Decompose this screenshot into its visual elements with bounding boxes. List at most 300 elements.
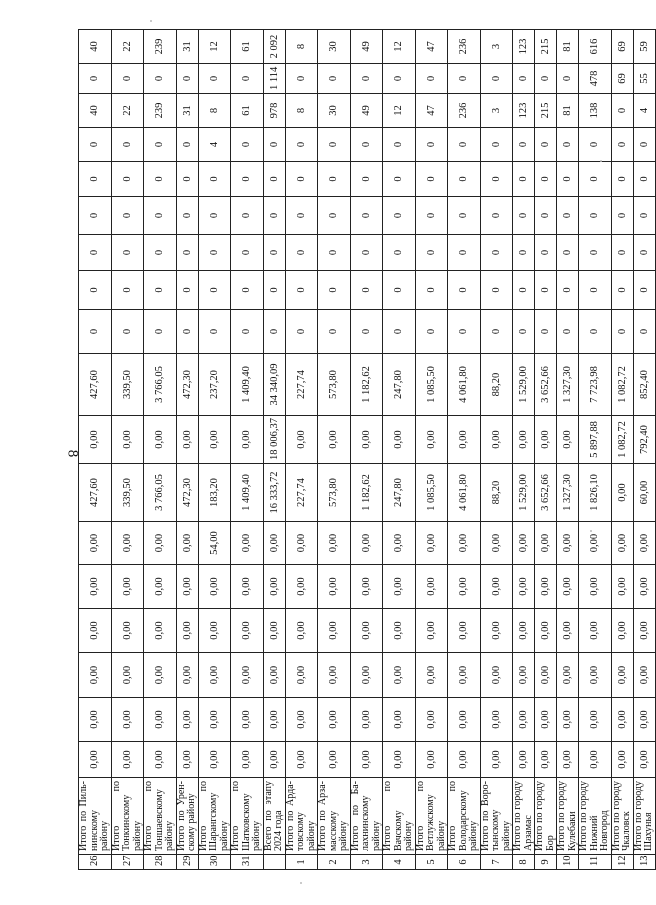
row-name-cell: Итого по Балахнинскому району (350, 778, 383, 855)
value-cell: 0 (285, 128, 318, 162)
value-cell: 0,00 (79, 653, 112, 698)
value-cell: 0,00 (383, 698, 416, 742)
value-cell: 0,00 (448, 565, 481, 609)
value-cell: 1 409,40 (231, 354, 264, 416)
value-cell: 0 (633, 128, 655, 162)
value-cell: 0,00 (198, 653, 231, 698)
table-row (383, 30, 416, 870)
value-cell: 0 (557, 235, 579, 271)
value-cell: 0 (415, 271, 448, 310)
value-cell: 54,00 (198, 522, 231, 565)
row-name-cell: Итого по Шатковскому району (231, 778, 264, 855)
value-cell: 0 (144, 128, 177, 162)
value-cell: 0 (176, 271, 198, 310)
value-cell: 0 (535, 128, 557, 162)
value-cell: 0,00 (557, 416, 579, 464)
value-cell: 0 (579, 310, 612, 354)
table-row (350, 30, 383, 870)
value-cell: 0,00 (285, 416, 318, 464)
value-cell: 0,00 (318, 742, 351, 778)
value-cell: 0,00 (198, 742, 231, 778)
value-cell: 0,00 (513, 416, 535, 464)
value-cell: 0 (79, 271, 112, 310)
value-cell: 0 (448, 310, 481, 354)
row-number-cell: 5 (415, 855, 448, 870)
value-cell: 31 (176, 94, 198, 128)
value-cell: 0 (557, 64, 579, 94)
value-cell: 3 (480, 94, 513, 128)
value-cell: 0,00 (231, 742, 264, 778)
value-cell: 0 (111, 64, 144, 94)
value-cell: 0 (79, 310, 112, 354)
value-cell: 0 (176, 64, 198, 94)
value-cell: 0,00 (448, 522, 481, 565)
value-cell: 0 (144, 162, 177, 197)
value-cell: 339,50 (111, 354, 144, 416)
value-cell: 0 (285, 197, 318, 235)
value-cell: 0,00 (415, 698, 448, 742)
value-cell: 0,00 (611, 522, 633, 565)
value-cell: 239 (144, 30, 177, 64)
value-cell: 0,00 (111, 565, 144, 609)
value-cell: 0,00 (285, 522, 318, 565)
value-cell: 5 897,88 (579, 416, 612, 464)
table-row (285, 30, 318, 870)
value-cell: 0,00 (198, 416, 231, 464)
value-cell: 0,00 (611, 565, 633, 609)
value-cell: 616 (579, 30, 612, 64)
value-cell: 0,00 (579, 565, 612, 609)
value-cell: 0,00 (318, 653, 351, 698)
row-name-cell: Итого по Ветлужскому району (415, 778, 448, 855)
value-cell: 0 (633, 162, 655, 197)
value-cell: 0,00 (383, 522, 416, 565)
value-cell: 0 (318, 64, 351, 94)
value-cell: 0 (263, 197, 285, 235)
value-cell: 12 (383, 30, 416, 64)
value-cell: 61 (231, 94, 264, 128)
value-cell: 0,00 (144, 565, 177, 609)
row-number-cell: 13 (633, 855, 655, 870)
value-cell: 0,00 (176, 698, 198, 742)
value-cell: 0 (513, 64, 535, 94)
table-row (111, 30, 144, 870)
value-cell: 0 (198, 310, 231, 354)
value-cell: 978 (263, 94, 285, 128)
value-cell: 0,00 (231, 565, 264, 609)
table-row (318, 30, 351, 870)
value-cell: 0 (611, 235, 633, 271)
table-row (480, 30, 513, 870)
value-cell: 0 (231, 64, 264, 94)
value-cell: 81 (557, 94, 579, 128)
value-cell: 0,00 (198, 565, 231, 609)
row-number-cell: 29 (176, 855, 198, 870)
value-cell: 0 (557, 128, 579, 162)
value-cell: 0 (415, 64, 448, 94)
value-cell: 0 (535, 197, 557, 235)
value-cell: 0,00 (611, 653, 633, 698)
value-cell: 0 (318, 235, 351, 271)
value-cell: 0 (79, 64, 112, 94)
value-cell: 237,20 (198, 354, 231, 416)
value-cell: 0,00 (144, 416, 177, 464)
table-wrapper (78, 34, 654, 870)
value-cell: 1 182,62 (350, 464, 383, 522)
value-cell: 0 (383, 271, 416, 310)
value-cell: 0,00 (144, 522, 177, 565)
table-row (633, 30, 655, 870)
value-cell: 0 (535, 162, 557, 197)
value-cell: 0 (579, 128, 612, 162)
value-cell: 0 (198, 197, 231, 235)
value-cell: 88,20 (480, 464, 513, 522)
value-cell: 0,00 (79, 609, 112, 653)
value-cell: 427,60 (79, 464, 112, 522)
value-cell: 0 (263, 128, 285, 162)
value-cell: 0,00 (633, 565, 655, 609)
value-cell: 4 (633, 94, 655, 128)
value-cell: 0 (448, 271, 481, 310)
value-cell: 0,00 (285, 609, 318, 653)
value-cell: 0 (415, 235, 448, 271)
value-cell: 0 (513, 197, 535, 235)
value-cell: 0 (111, 128, 144, 162)
value-cell: 0 (144, 310, 177, 354)
value-cell: 0 (557, 162, 579, 197)
value-cell: 1 182,62 (350, 354, 383, 416)
value-cell: 0,00 (383, 653, 416, 698)
value-cell: 0,00 (535, 609, 557, 653)
page-number: 8 (64, 449, 81, 458)
value-cell: 0 (415, 310, 448, 354)
value-cell: 0 (448, 235, 481, 271)
value-cell: 0,00 (611, 742, 633, 778)
row-name-cell: Итого по Шарангскому району (198, 778, 231, 855)
value-cell: 0,00 (111, 609, 144, 653)
value-cell: 12 (383, 94, 416, 128)
value-cell: 478 (579, 64, 612, 94)
value-cell: 0,00 (285, 565, 318, 609)
value-cell: 0,00 (383, 416, 416, 464)
value-cell: 792,40 (633, 416, 655, 464)
value-cell: 1 114 (263, 64, 285, 94)
table-row (611, 30, 633, 870)
value-cell: 247,80 (383, 464, 416, 522)
value-cell: 1 529,00 (513, 464, 535, 522)
value-cell: 0 (111, 197, 144, 235)
value-cell: 0,00 (557, 565, 579, 609)
value-cell: 7 723,98 (579, 354, 612, 416)
data-table (78, 29, 656, 870)
value-cell: 3 652,66 (535, 354, 557, 416)
value-cell: 8 (198, 94, 231, 128)
value-cell: 0 (285, 162, 318, 197)
value-cell: 0 (513, 162, 535, 197)
row-number-cell: 26 (79, 855, 112, 870)
value-cell: 3 652,66 (535, 464, 557, 522)
value-cell: 0,00 (79, 698, 112, 742)
value-cell: 0,00 (633, 522, 655, 565)
value-cell: 18 006,37 (263, 416, 285, 464)
value-cell: 49 (350, 30, 383, 64)
value-cell: 0,00 (513, 609, 535, 653)
value-cell: 0 (535, 310, 557, 354)
value-cell: 138 (579, 94, 612, 128)
value-cell: 0 (535, 235, 557, 271)
table-row (513, 30, 535, 870)
value-cell: 0 (231, 235, 264, 271)
value-cell: 0 (263, 310, 285, 354)
row-number-cell: 1 (285, 855, 318, 870)
value-cell: 0,00 (579, 609, 612, 653)
value-cell: 4 061,80 (448, 464, 481, 522)
row-number-cell (263, 855, 285, 870)
row-number-cell: 12 (611, 855, 633, 870)
value-cell: 0,00 (79, 416, 112, 464)
value-cell: 0 (415, 197, 448, 235)
value-cell: 0 (383, 197, 416, 235)
value-cell: 0,00 (111, 698, 144, 742)
table-row (448, 30, 481, 870)
value-cell: 0 (383, 310, 416, 354)
value-cell: 573,80 (318, 464, 351, 522)
value-cell: 1 529,00 (513, 354, 535, 416)
value-cell: 3 (480, 30, 513, 64)
value-cell: 16 333,72 (263, 464, 285, 522)
value-cell: 0 (480, 271, 513, 310)
value-cell: 0,00 (633, 698, 655, 742)
value-cell: 1 082,72 (611, 416, 633, 464)
value-cell: 0,00 (480, 522, 513, 565)
value-cell: 0 (415, 162, 448, 197)
value-cell: 0 (415, 128, 448, 162)
value-cell: 339,50 (111, 464, 144, 522)
value-cell: 0,00 (231, 653, 264, 698)
table-row (231, 30, 264, 870)
value-cell: 215 (535, 94, 557, 128)
value-cell: 1 327,30 (557, 354, 579, 416)
value-cell: 0,00 (480, 565, 513, 609)
value-cell: 0 (350, 310, 383, 354)
scan-speck (150, 20, 152, 22)
value-cell: 0,00 (111, 522, 144, 565)
value-cell: 0,00 (535, 522, 557, 565)
value-cell: 573,80 (318, 354, 351, 416)
value-cell: 47 (415, 94, 448, 128)
value-cell: 0 (285, 310, 318, 354)
value-cell: 0,00 (285, 742, 318, 778)
value-cell: 0,00 (318, 565, 351, 609)
value-cell: 3 766,05 (144, 464, 177, 522)
row-number-cell: 4 (383, 855, 416, 870)
value-cell: 0,00 (448, 653, 481, 698)
value-cell: 0,00 (383, 742, 416, 778)
value-cell: 0,00 (231, 416, 264, 464)
value-cell: 40 (79, 94, 112, 128)
value-cell: 0 (611, 94, 633, 128)
value-cell: 183,20 (198, 464, 231, 522)
value-cell: 0 (231, 128, 264, 162)
row-name-cell: Итого по Пильнинскому району (79, 778, 112, 855)
value-cell: 0 (480, 64, 513, 94)
value-cell: 0 (198, 64, 231, 94)
value-cell: 88,20 (480, 354, 513, 416)
value-cell: 0,00 (285, 698, 318, 742)
value-cell: 0 (144, 235, 177, 271)
row-name-cell: Итого по Тоншаевскому району (144, 778, 177, 855)
value-cell: 0 (557, 310, 579, 354)
value-cell: 0,00 (79, 742, 112, 778)
value-cell: 0 (231, 162, 264, 197)
value-cell: 0,00 (415, 609, 448, 653)
value-cell: 0 (79, 162, 112, 197)
value-cell: 0,00 (263, 609, 285, 653)
value-cell: 472,30 (176, 464, 198, 522)
row-name-cell: Итого по городу Кулебаки (557, 778, 579, 855)
rotated-table-container (78, 34, 654, 870)
value-cell: 0 (176, 128, 198, 162)
value-cell: 22 (111, 94, 144, 128)
value-cell: 30 (318, 30, 351, 64)
value-cell: 0,00 (383, 565, 416, 609)
value-cell: 0,00 (263, 742, 285, 778)
value-cell: 0,00 (144, 698, 177, 742)
value-cell: 0 (535, 271, 557, 310)
row-name-cell: Итого по Арзамасскому району (318, 778, 351, 855)
value-cell: 0,00 (176, 416, 198, 464)
row-number-cell: 8 (513, 855, 535, 870)
value-cell: 3 766,05 (144, 354, 177, 416)
value-cell: 0,00 (448, 416, 481, 464)
value-cell: 0 (263, 162, 285, 197)
value-cell: 0,00 (231, 522, 264, 565)
value-cell: 22 (111, 30, 144, 64)
value-cell: 0 (318, 197, 351, 235)
value-cell: 0 (448, 64, 481, 94)
value-cell: 0,00 (383, 609, 416, 653)
value-cell: 0 (633, 310, 655, 354)
table-row (579, 30, 612, 870)
value-cell: 0 (480, 197, 513, 235)
value-cell: 0,00 (176, 522, 198, 565)
value-cell: 0 (611, 197, 633, 235)
value-cell: 0,00 (176, 653, 198, 698)
value-cell: 0 (633, 197, 655, 235)
value-cell: 0 (480, 235, 513, 271)
value-cell: 227,74 (285, 354, 318, 416)
table-row (535, 30, 557, 870)
value-cell: 0,00 (415, 416, 448, 464)
value-cell: 0 (383, 128, 416, 162)
table-row (263, 30, 285, 870)
value-cell: 0,00 (350, 565, 383, 609)
value-cell: 59 (633, 30, 655, 64)
value-cell: 0,00 (415, 522, 448, 565)
table-row (557, 30, 579, 870)
row-number-cell: 2 (318, 855, 351, 870)
value-cell: 0 (285, 271, 318, 310)
value-cell: 0 (611, 310, 633, 354)
value-cell: 0 (383, 235, 416, 271)
value-cell: 0 (579, 197, 612, 235)
value-cell: 0,00 (350, 522, 383, 565)
value-cell: 81 (557, 30, 579, 64)
value-cell: 0,00 (535, 698, 557, 742)
value-cell: 0,00 (263, 565, 285, 609)
row-name-cell: Итого по Тонкинскому району (111, 778, 144, 855)
value-cell: 1 085,50 (415, 354, 448, 416)
value-cell: 0 (513, 310, 535, 354)
value-cell: 227,74 (285, 464, 318, 522)
value-cell: 0 (263, 235, 285, 271)
value-cell: 0 (448, 162, 481, 197)
value-cell: 0,00 (513, 698, 535, 742)
value-cell: 0,00 (318, 698, 351, 742)
value-cell: 1 085,50 (415, 464, 448, 522)
value-cell: 0 (79, 235, 112, 271)
value-cell: 0 (350, 128, 383, 162)
row-number-cell: 10 (557, 855, 579, 870)
value-cell: 0 (285, 235, 318, 271)
value-cell: 0 (111, 235, 144, 271)
row-name-cell: Итого по Воротынскому району (480, 778, 513, 855)
value-cell: 8 (285, 30, 318, 64)
value-cell: 0,00 (415, 653, 448, 698)
value-cell: 0,00 (111, 653, 144, 698)
value-cell: 0,00 (579, 653, 612, 698)
value-cell: 1 826,10 (579, 464, 612, 522)
value-cell: 47 (415, 30, 448, 64)
row-number-cell: 9 (535, 855, 557, 870)
value-cell: 0,00 (535, 653, 557, 698)
row-name-cell: Итого по городу Шахунья (633, 778, 655, 855)
row-name-cell: Итого по городу Чкаловск (611, 778, 633, 855)
value-cell: 239 (144, 94, 177, 128)
value-cell: 0 (318, 162, 351, 197)
value-cell: 0 (176, 197, 198, 235)
value-cell: 247,80 (383, 354, 416, 416)
value-cell: 8 (285, 94, 318, 128)
value-cell: 0 (513, 128, 535, 162)
value-cell: 0 (79, 128, 112, 162)
value-cell: 0,00 (111, 416, 144, 464)
value-cell: 0,00 (176, 609, 198, 653)
value-cell: 0,00 (557, 698, 579, 742)
value-cell: 236 (448, 94, 481, 128)
value-cell: 0 (144, 271, 177, 310)
value-cell: 12 (198, 30, 231, 64)
value-cell: 123 (513, 94, 535, 128)
value-cell: 0 (176, 235, 198, 271)
scan-speck (300, 882, 302, 884)
value-cell: 0 (513, 271, 535, 310)
value-cell: 1 409,40 (231, 464, 264, 522)
table-body (79, 30, 656, 870)
value-cell: 0,00 (557, 522, 579, 565)
value-cell: 0 (579, 162, 612, 197)
value-cell: 4 061,80 (448, 354, 481, 416)
value-cell: 30 (318, 94, 351, 128)
value-cell: 0,00 (144, 653, 177, 698)
row-number-cell: 6 (448, 855, 481, 870)
value-cell: 61 (231, 30, 264, 64)
value-cell: 0 (350, 64, 383, 94)
row-name-cell: Итого по городу Нижний Новгород (579, 778, 612, 855)
value-cell: 0,00 (448, 698, 481, 742)
value-cell: 69 (611, 64, 633, 94)
value-cell: 34 340,09 (263, 354, 285, 416)
